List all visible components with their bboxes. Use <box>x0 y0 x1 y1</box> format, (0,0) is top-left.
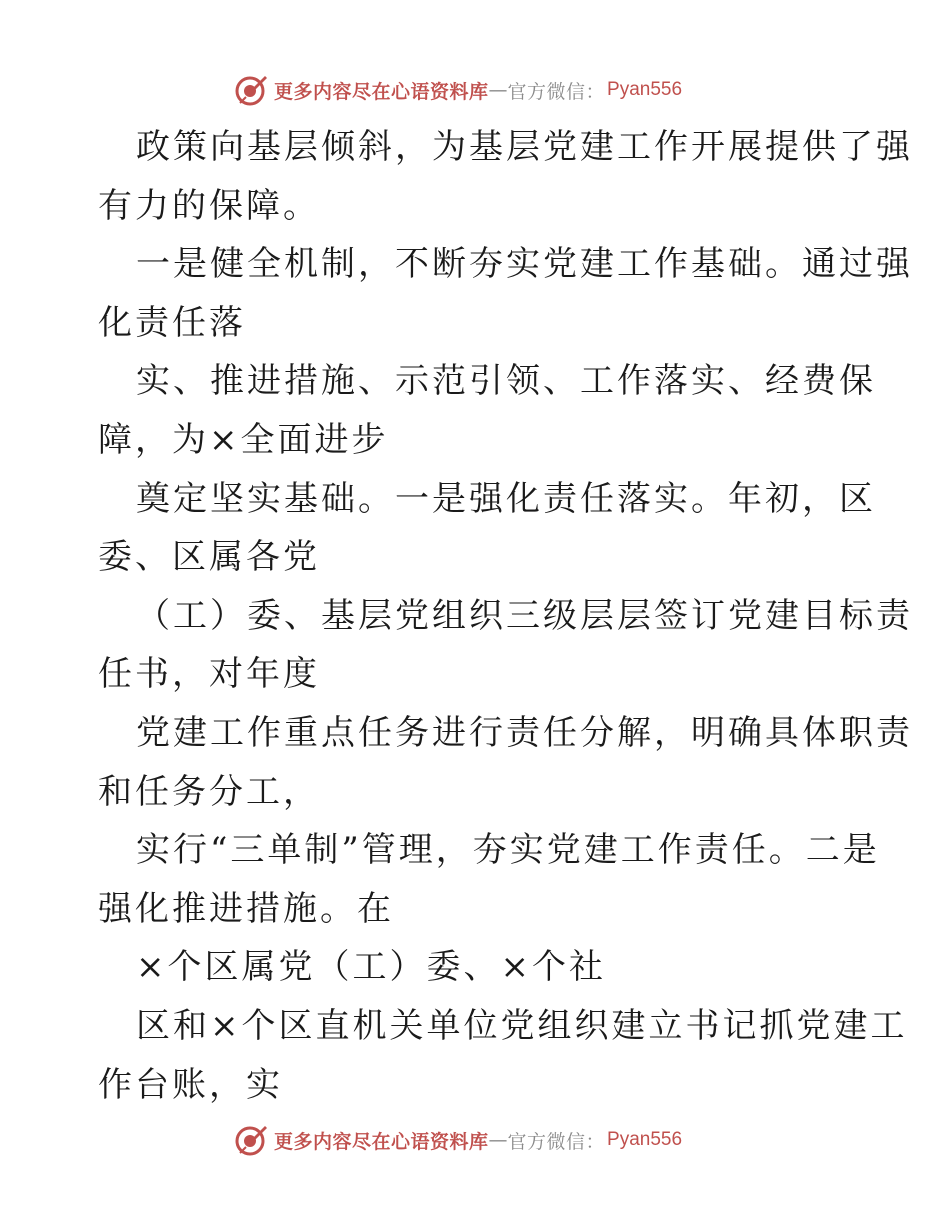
text-line: 作台账，实 <box>98 1064 283 1105</box>
watermark-dash: — <box>488 79 508 101</box>
watermark-header <box>234 72 754 108</box>
pen-seal-icon <box>234 73 268 107</box>
text-line: 奠定坚实基础。一是强化责任落实。年初，区 <box>136 478 876 519</box>
text-line: 区和×个区直机关单位党组织建立书记抓党建工 <box>136 1005 908 1046</box>
pen-seal-icon <box>234 1123 268 1157</box>
text-line: 政策向基层倾斜，为基层党建工作开展提供了强 <box>136 127 913 167</box>
watermark-footer <box>234 1122 754 1158</box>
text-line: 委、区属各党 <box>98 537 320 578</box>
body-text <box>98 118 913 1114</box>
text-line: 党建工作重点任务进行责任分解，明确具体职责 <box>136 712 913 753</box>
text-line: 障，为×全面进步 <box>98 419 389 460</box>
watermark-official-label: 官方微信： <box>507 1130 606 1153</box>
watermark-wechat-id: Pyan556 <box>607 1129 683 1150</box>
watermark-brand-text: 更多内容尽在心语资料库 <box>274 1130 489 1153</box>
watermark-brand-text: 更多内容尽在心语资料库 <box>274 80 489 103</box>
text-line: 一是健全机制，不断夯实党建工作基础。通过强 <box>136 244 913 285</box>
text-line: 实、推进措施、示范引领、工作落实、经费保 <box>136 361 876 402</box>
text-line: （工）委、基层党组织三级层层签订党建目标责 <box>136 595 913 636</box>
watermark-wechat-id: Pyan556 <box>607 79 683 100</box>
text-line: 实行“三单制”管理，夯实党建工作责任。二是 <box>136 830 880 871</box>
text-line: 任书，对年度 <box>98 654 320 695</box>
text-line: ×个区属党（工）委、×个社 <box>136 947 606 988</box>
text-line: 强化推进措施。在 <box>98 888 394 929</box>
watermark-dash: — <box>488 1129 508 1151</box>
text-line: 和任务分工， <box>98 771 320 812</box>
watermark-official-label: 官方微信： <box>507 80 606 103</box>
text-line: 有力的保障。 <box>98 185 320 226</box>
text-line: 化责任落 <box>98 302 246 343</box>
